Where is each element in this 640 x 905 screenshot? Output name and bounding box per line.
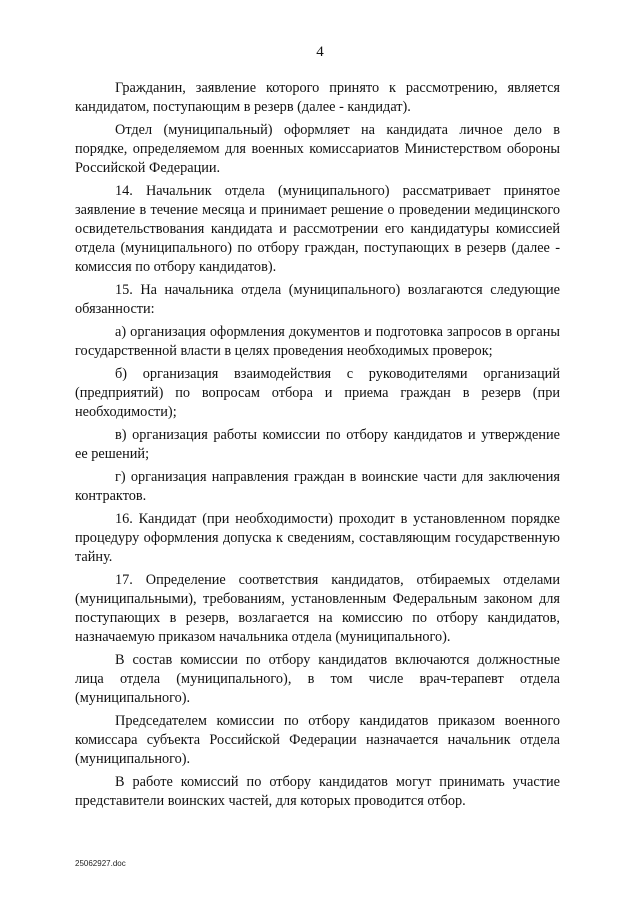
page-number: 4: [316, 44, 324, 60]
paragraph-duty-g: г) организация направления граждан в воинские части для заключения контрактов.: [75, 469, 560, 504]
paragraph-candidate-status: Гражданин, заявление которого принято к рассмотрению, является кандидатом, поступающим в резерв (далее - кандидат).: [75, 80, 560, 115]
paragraph-duty-v: в) организация работы комиссии по отбору кандидатов и утверждение ее решений;: [75, 427, 560, 462]
paragraph-item-14: 14. Начальник отдела (муниципального) рассматривает принятое заявление в течение месяца и принимает решение о проведении медицинского освидетельствования кандидата и рассмотрении его кандидатуры комиссией отдела (муниципального) по отбору граждан, поступающих в резерв (далее - комиссия по отбору кандидатов).: [75, 183, 560, 275]
paragraph-commission-members: В состав комиссии по отбору кандидатов включаются должностные лица отдела (муниципального), в том числе врач-терапевт отдела (муниципального).: [75, 652, 560, 706]
footer-filename: 25062927.doc: [75, 859, 126, 868]
paragraph-item-16: 16. Кандидат (при необходимости) проходит в установленном порядке процедуру оформления допуска к сведениям, составляющим государственную тайну.: [75, 511, 560, 565]
paragraph-personal-file: Отдел (муниципальный) оформляет на кандидата личное дело в порядке, определяемом для военных комиссариатов Министерством обороны Российской Федерации.: [75, 122, 560, 176]
paragraph-duty-a: а) организация оформления документов и подготовка запросов в органы государственной власти в целях проведения необходимых проверок;: [75, 324, 560, 359]
paragraph-military-units: В работе комиссий по отбору кандидатов могут принимать участие представители воинских частей, для которых проводится отбор.: [75, 774, 560, 809]
paragraph-commission-chair: Председателем комиссии по отбору кандидатов приказом военного комиссара субъекта Российской Федерации назначается начальник отдела (муниципального).: [75, 713, 560, 767]
paragraph-item-17: 17. Определение соответствия кандидатов, отбираемых отделами (муниципальными), требованиям, установленным Федеральным законом для поступающих в резерв, возлагается на комиссию по отбору кандидатов, назначаемую приказом начальника отдела (муниципального).: [75, 572, 560, 645]
paragraph-duty-b: б) организация взаимодействия с руководителями организаций (предприятий) по вопросам отбора и приема граждан в резерв (при необходимости);: [75, 366, 560, 420]
paragraph-item-15: 15. На начальника отдела (муниципального) возлагаются следующие обязанности:: [75, 282, 560, 317]
document-body: [75, 79, 560, 811]
